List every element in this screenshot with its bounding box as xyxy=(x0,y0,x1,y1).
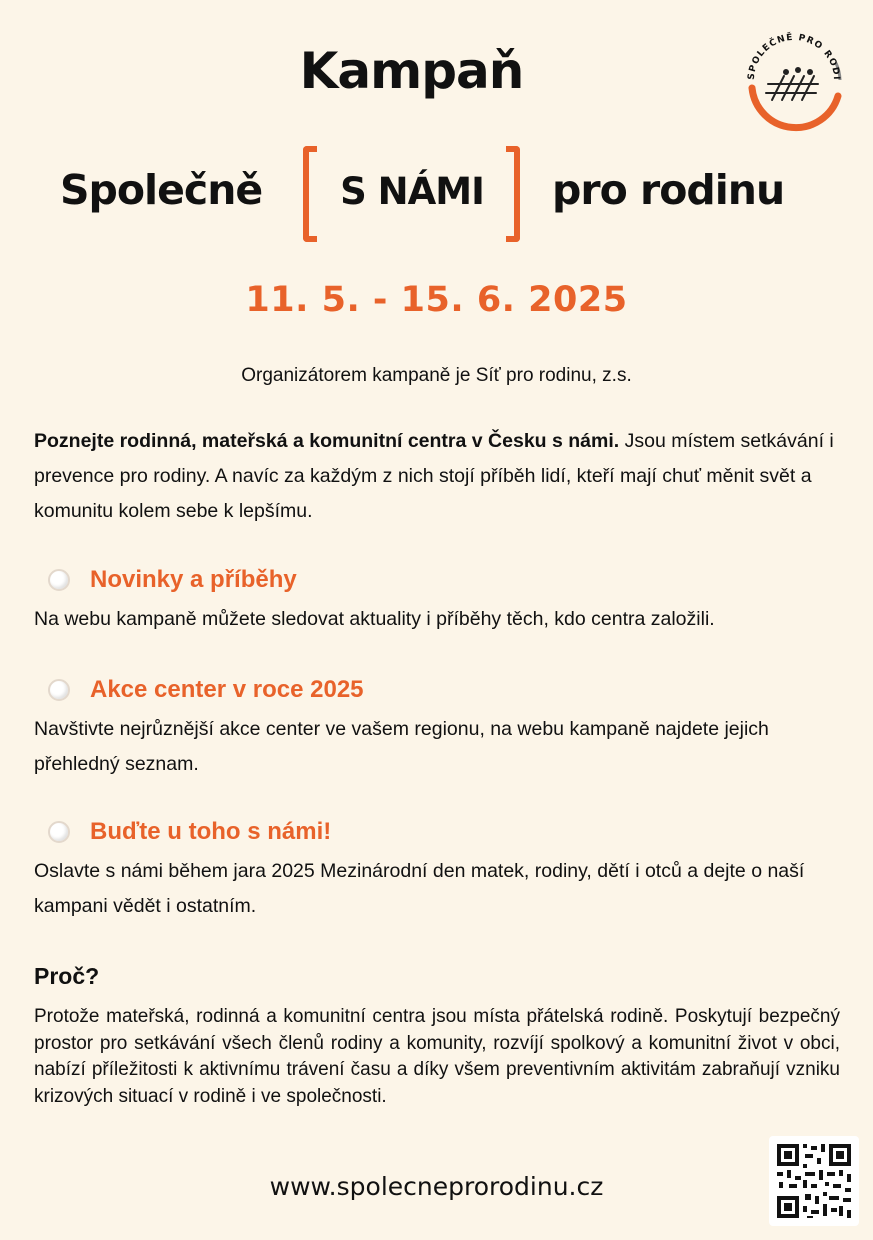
right-bracket xyxy=(506,146,520,242)
intro-bold: Poznejte rodinná, mateřská a komunitní centra v Česku s námi. xyxy=(34,430,620,452)
item-text-news: Na webu kampaně můžete sledovat aktuality i příběhy těch, kdo centra založili. xyxy=(34,608,715,630)
item-title: Akce center v roce 2025 xyxy=(90,676,364,703)
bullet-icon xyxy=(48,569,70,591)
intro-text: Jsou místem setkávání i prevence pro rodiny. A navíc za každým z nich stojí příběh lidí, kteří mají chuť měnit svět a komunitu kolem sebe k lepšímu. xyxy=(34,430,834,522)
slogan-left-text: Společně xyxy=(60,166,263,214)
slogan-bracket-text: S NÁMI xyxy=(340,170,484,213)
why-heading: Proč? xyxy=(34,963,100,989)
item-heading-news xyxy=(48,566,297,594)
why-paragraph: Protože mateřská, rodinná a komunitní centra jsou místa přátelská rodině. Poskytují bezpečný prostor pro setkávání všech členů rodiny a komunity, rozvíjí spolkový a komunitní život v obci, nabízí příležitosti k aktivnímu trávení času a díky všem preventivním aktivitám zabraňují vzniku krizových situací v rodině i ve společnosti. xyxy=(34,1006,840,1107)
qr-code-graphic xyxy=(769,1136,859,1226)
organizer-line: Organizátorem kampaně je Síť pro rodinu, z.s. xyxy=(241,365,632,386)
slogan-right-text: pro rodinu xyxy=(552,166,785,214)
bullet-icon xyxy=(48,821,70,843)
item-heading-events xyxy=(48,676,364,704)
website-url[interactable]: www.spolecneprorodinu.cz xyxy=(269,1172,604,1201)
item-heading-join xyxy=(48,818,331,846)
item-title: Buďte u toho s námi! xyxy=(90,818,332,845)
bullet-icon xyxy=(48,679,70,701)
campaign-dates: 11. 5. - 15. 6. 2025 xyxy=(245,280,628,320)
campaign-title: Kampaň xyxy=(299,42,524,100)
item-text-events: Navštivte nejrůznější akce center ve vašem regionu, na webu kampaně najdete jejich přehledný seznam. xyxy=(34,718,769,775)
item-text-join: Oslavte s námi během jara 2025 Mezinárodní den matek, rodiny, dětí i otců a dejte o naší kampani vědět i ostatním. xyxy=(34,860,805,917)
item-title: Novinky a příběhy xyxy=(90,566,297,593)
logo-arc-text: SPOLEČNĚ PRO RODI xyxy=(746,32,842,81)
intro-paragraph xyxy=(34,424,840,529)
qr-code-icon xyxy=(769,1136,859,1226)
left-bracket xyxy=(303,146,317,242)
